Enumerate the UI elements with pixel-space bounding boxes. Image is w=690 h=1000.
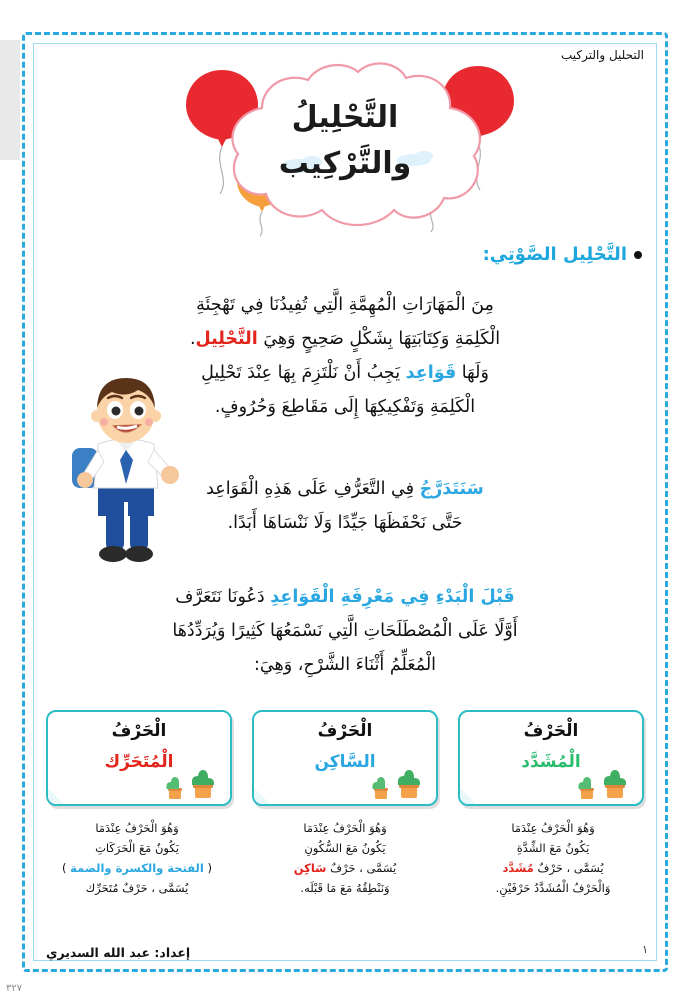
card-sakin-caption	[254, 818, 436, 918]
text-span: التَّحْلِيل	[195, 329, 258, 350]
text-span: فِي التَّعَرُّفِ عَلَى هَذِهِ الْقَوَاعِد	[206, 479, 420, 499]
cactus-icon	[392, 766, 426, 800]
card-title: الْحَرْفُ	[111, 721, 167, 741]
text-span: قَوَاعِد	[405, 363, 457, 384]
paragraph-terms	[46, 580, 644, 682]
card-fold-corner	[460, 788, 476, 804]
cactus-icon	[186, 766, 220, 800]
card-sakin	[252, 710, 438, 806]
section-heading	[483, 244, 642, 265]
text-span: وَالْحَرْفُ الْمُشَدَّدُ حَرْفَيْنِ.	[495, 881, 611, 896]
text-line	[254, 838, 436, 858]
text-line	[462, 878, 644, 898]
card-subtitle: الْمُشَدَّد	[521, 752, 581, 772]
page-title-line1: التَّحْلِيلُ	[291, 100, 399, 135]
text-span: وَلَهَا	[456, 363, 489, 384]
text-line	[462, 838, 644, 858]
text-line	[462, 818, 644, 838]
text-span: حَتَّى نَحْفَظَهَا جَيِّدًا وَلَا نَنْسَاهَا أَبَدًا.	[227, 513, 463, 534]
cactus-small-icon	[576, 774, 598, 800]
text-span: سَنَتَدَرَّجُ	[419, 479, 484, 499]
text-line	[46, 878, 228, 898]
student-illustration	[54, 370, 194, 570]
text-line	[46, 580, 644, 614]
text-span: يَكُونُ مَعَ السُّكُونِ	[304, 841, 386, 856]
text-line	[254, 878, 436, 898]
text-span: مُشَدَّد	[502, 861, 534, 876]
text-span: وَهُوَ الْحَرْفُ عِنْدَمَا	[511, 821, 595, 835]
text-span: (	[203, 861, 212, 876]
card-subtitle: السَّاكِن	[314, 752, 376, 772]
card-subtitle: الْمُتَحَرِّك	[104, 752, 174, 772]
text-span: وَنَنْطِقُهُ مَعَ مَا قَبْلَه.	[300, 881, 390, 896]
cactus-small-icon	[370, 774, 392, 800]
text-span: يُسَمَّى ، حَرْفٌ مُتَحَرِّك	[85, 881, 189, 896]
text-span: يُسَمَّى ، حَرْفٌ	[533, 861, 604, 876]
text-span: يُسَمَّى ، حَرْفٌ	[326, 861, 397, 876]
text-span: يَجِبُ أَنْ نَلْتَزِمَ بِهَا عِنْدَ تَحْلِيلِ	[201, 363, 406, 384]
card-fold-corner	[254, 788, 270, 804]
text-line	[46, 818, 228, 838]
section-heading-label: التَّحْلِيل الصَّوْتِي:	[482, 244, 627, 265]
text-span: )	[62, 861, 71, 876]
text-span: الْكَلِمَةِ وَتَفْكِيكِهَا إِلَى مَقَاطِعَ وَحُرُوفٍ.	[214, 397, 476, 418]
text-span: أَوَّلًا عَلَى الْمُصْطَلَحَاتِ الَّتِي نَسْمَعُهَا كَثِيرًا وَيُرَدِّدُهَا	[172, 621, 518, 642]
text-span: سَاكِن	[293, 861, 327, 876]
text-span: الْمُعَلِّمُ أَثْنَاءَ الشَّرْحِ، وَهِيَ:	[253, 655, 437, 676]
card-title: الْحَرْفُ	[317, 721, 373, 741]
text-line	[46, 288, 644, 322]
text-line	[254, 818, 436, 838]
card-mutaharrik-caption	[46, 818, 228, 918]
text-span: قَبْلَ الْبَدْءِ فِي مَعْرِفَةِ الْقَوَاعِدِ	[270, 587, 515, 607]
term-captions	[46, 818, 644, 918]
text-line	[462, 858, 644, 878]
text-line	[46, 858, 228, 878]
card-title: الْحَرْفُ	[523, 721, 579, 741]
bullet-dot-icon	[634, 251, 642, 259]
text-line	[46, 614, 644, 648]
text-span: .	[189, 329, 196, 350]
text-span: الْكَلِمَةِ وَكِتَابَتِهَا بِشَكْلٍ صَحِيحٍ وَهِيَ	[257, 329, 501, 350]
card-fold-corner	[48, 788, 64, 804]
text-span: الفتحة والكسرة والضمة	[70, 861, 204, 876]
text-line	[46, 838, 228, 858]
text-span: يَكُونُ مَعَ الْحَرَكَاتِ	[95, 841, 179, 856]
cactus-icon	[598, 766, 632, 800]
text-line	[254, 858, 436, 878]
corner-code: ٣٢٧	[6, 983, 23, 994]
text-span: وَهُوَ الْحَرْفُ عِنْدَمَا	[303, 821, 387, 835]
page-number: ١	[642, 943, 648, 956]
running-head: التحليل والتركيب	[561, 48, 644, 62]
page-title	[195, 96, 495, 185]
card-mushaddad-caption	[462, 818, 644, 918]
term-cards	[46, 710, 644, 810]
cactus-small-icon	[164, 774, 186, 800]
text-line	[46, 322, 644, 356]
author-credit: إعداد: عبد الله السديري	[46, 945, 191, 960]
page-title-line2: والتَّرْكِيب	[278, 145, 412, 181]
text-span: دَعُونَا نَتَعَرَّف	[175, 587, 271, 607]
text-span: يَكُونُ مَعَ الشِّدَّةِ	[516, 841, 590, 856]
card-mutaharrik	[46, 710, 232, 806]
text-span: مِنَ الْمَهَارَاتِ الْمُهِمَّةِ الَّتِي تُفِيدُنَا فِي تَهْجِئَةِ	[196, 295, 494, 315]
text-line	[46, 648, 644, 682]
title-banner	[0, 60, 690, 230]
text-span: وَهُوَ الْحَرْفُ عِنْدَمَا	[95, 821, 179, 835]
card-mushaddad	[458, 710, 644, 806]
